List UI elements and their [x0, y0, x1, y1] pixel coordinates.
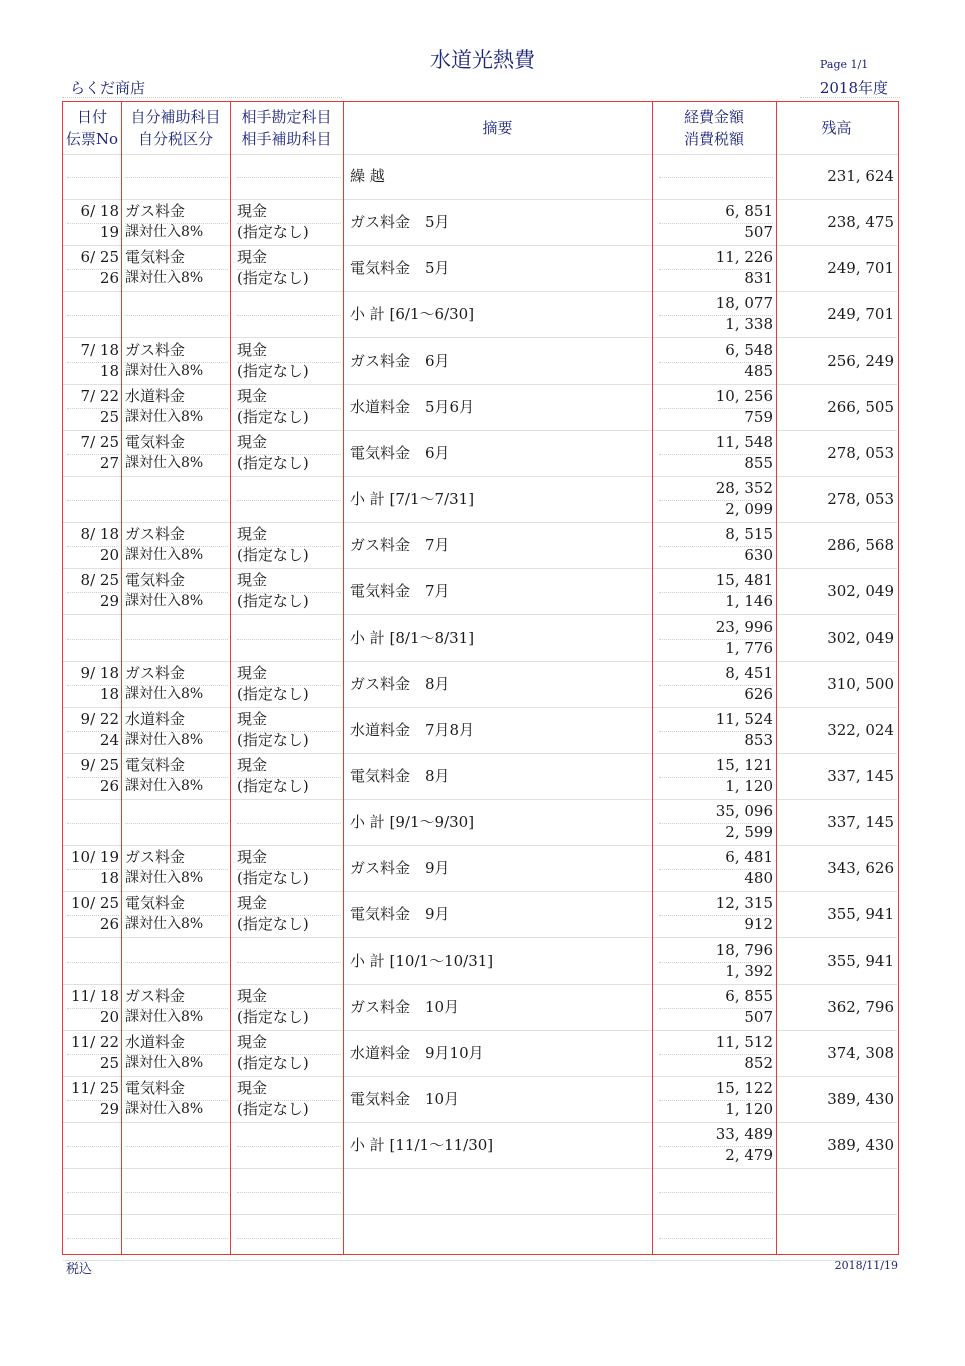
row-counter-sub: (指定なし): [237, 1007, 309, 1026]
row-counter-sub: (指定なし): [237, 1053, 309, 1072]
row-amount: 10, 256: [715, 386, 773, 405]
row-counter-sub: (指定なし): [237, 915, 309, 934]
row-summary: ガス料金 10月: [350, 997, 460, 1016]
row-tax: 1, 120: [725, 1100, 773, 1118]
row-slip-no: 27: [99, 453, 119, 472]
row-tax: 507: [744, 223, 773, 242]
row-date: 9/ 25: [80, 755, 119, 774]
row-midline: [125, 823, 228, 824]
row-balance: 343, 626: [827, 859, 894, 878]
header-sub-account-label: 自分補助科目: [130, 108, 221, 126]
row-date: 8/ 25: [80, 571, 119, 590]
row-balance: 337, 145: [827, 766, 894, 785]
table-row: [63, 985, 897, 1031]
row-amount: 8, 515: [725, 525, 773, 544]
header-amount: [652, 102, 776, 154]
row-balance: 355, 941: [827, 905, 894, 924]
row-counter-account: 現金: [237, 340, 268, 359]
row-date: 7/ 25: [80, 432, 119, 451]
row-midline: [237, 500, 341, 501]
row-balance: 256, 249: [827, 351, 894, 370]
row-slip-no: 18: [99, 684, 119, 703]
table-row: [63, 1169, 897, 1215]
row-counter-sub: (指定なし): [237, 776, 309, 795]
row-slip-no: 20: [99, 546, 119, 565]
row-summary: 水道料金 9月10月: [350, 1043, 484, 1062]
row-counter-account: 現金: [237, 709, 268, 728]
row-tax-class: 課対仕入8%: [125, 547, 204, 564]
row-tax-class: 課対仕入8%: [125, 916, 204, 933]
row-midline: [125, 1238, 228, 1239]
row-tax: 480: [744, 869, 773, 888]
header-balance-label: 残高: [821, 119, 852, 137]
table-row: [63, 523, 897, 569]
table-row: [63, 431, 897, 477]
row-summary: ガス料金 7月: [350, 536, 450, 555]
row-slip-no: 26: [99, 776, 119, 795]
row-slip-no: 25: [99, 407, 119, 426]
row-counter-account: 現金: [237, 894, 268, 913]
row-summary: 小 計 [6/1～6/30]: [350, 305, 475, 324]
row-tax-class: 課対仕入8%: [125, 593, 204, 610]
row-tax: 1, 146: [725, 592, 773, 611]
row-balance: 266, 505: [827, 397, 894, 416]
table-row: [63, 339, 897, 385]
row-counter-account: 現金: [237, 571, 268, 590]
row-summary: 小 計 [9/1～9/30]: [350, 813, 475, 832]
row-summary: 小 計 [11/1～11/30]: [350, 1136, 494, 1155]
row-counter-sub: (指定なし): [237, 361, 309, 380]
row-summary: 電気料金 10月: [350, 1090, 460, 1108]
column-divider: [652, 102, 653, 1254]
header-counter-account: [230, 102, 343, 154]
header-counter-account-label: 相手勘定科目: [241, 108, 332, 126]
shop-name: らくだ商店: [70, 79, 146, 97]
row-midline: [237, 315, 341, 316]
row-tax-class: 課対仕入8%: [125, 454, 204, 471]
row-balance: 322, 024: [827, 720, 894, 739]
row-counter-sub: (指定なし): [237, 684, 309, 703]
row-tax-class: 課対仕入8%: [125, 731, 204, 748]
page-title: 水道光熱費: [430, 48, 535, 72]
row-sub-account: 電気料金: [125, 1079, 186, 1097]
row-sub-account: 水道料金: [125, 709, 186, 728]
row-amount: 18, 077: [715, 294, 773, 313]
row-midline: [237, 1146, 341, 1147]
table-row: [63, 569, 897, 615]
row-summary: 水道料金 5月6月: [350, 397, 475, 416]
row-tax: 831: [744, 269, 773, 288]
row-tax: 852: [744, 1053, 773, 1072]
row-balance: 302, 049: [827, 582, 894, 601]
row-tax: 1, 392: [725, 961, 773, 980]
row-summary: 小 計 [10/1～10/31]: [350, 951, 494, 970]
ledger-table: [62, 101, 899, 1255]
row-counter-account: 現金: [237, 1079, 268, 1097]
table-row: [63, 616, 897, 662]
row-slip-no: 29: [99, 1100, 119, 1118]
row-slip-no: 20: [99, 1007, 119, 1026]
row-tax: 630: [744, 546, 773, 565]
row-counter-sub: (指定なし): [237, 1100, 309, 1118]
row-summary: 繰 越: [350, 167, 385, 185]
row-slip-no: 19: [99, 223, 119, 242]
row-midline: [125, 500, 228, 501]
row-date: 11/ 22: [71, 1032, 119, 1051]
row-slip-no: 18: [99, 869, 119, 888]
row-midline: [67, 962, 119, 963]
table-row: [63, 662, 897, 708]
row-tax-class: 課対仕入8%: [125, 1054, 204, 1071]
row-counter-sub: (指定なし): [237, 869, 309, 888]
row-balance: 389, 430: [827, 1090, 894, 1108]
row-amount: 15, 121: [715, 755, 773, 774]
row-summary: 電気料金 7月: [350, 582, 450, 601]
row-sub-account: ガス料金: [125, 340, 186, 359]
row-midline: [125, 1146, 228, 1147]
row-date: 11/ 18: [71, 986, 119, 1005]
row-balance: 278, 053: [827, 443, 894, 462]
row-counter-sub: (指定なし): [237, 730, 309, 749]
row-counter-account: 現金: [237, 432, 268, 451]
row-midline: [125, 962, 228, 963]
column-divider: [230, 102, 231, 1254]
row-summary: 電気料金 6月: [350, 443, 450, 462]
row-slip-no: 26: [99, 269, 119, 288]
row-amount: 12, 315: [715, 894, 773, 913]
row-date: 9/ 22: [80, 709, 119, 728]
row-counter-sub: (指定なし): [237, 269, 309, 288]
row-amount: 18, 796: [715, 940, 773, 959]
row-tax-class: 課対仕入8%: [125, 1101, 204, 1117]
row-tax: 855: [744, 453, 773, 472]
row-date: 10/ 25: [71, 894, 119, 913]
row-date: 6/ 18: [80, 202, 119, 221]
row-counter-account: 現金: [237, 848, 268, 867]
row-balance: 362, 796: [827, 997, 894, 1016]
row-summary: ガス料金 8月: [350, 674, 450, 693]
table-row: [63, 754, 897, 800]
shop-underline: [62, 97, 342, 98]
row-date: 7/ 22: [80, 386, 119, 405]
header-date-slip: [63, 102, 121, 154]
row-midline: [237, 1192, 341, 1193]
row-midline: [67, 1146, 119, 1147]
row-date: 7/ 18: [80, 340, 119, 359]
row-balance: 249, 701: [827, 259, 894, 278]
row-midline: [659, 1192, 773, 1193]
row-sub-account: 電気料金: [125, 755, 186, 774]
row-balance: 278, 053: [827, 490, 894, 509]
row-balance: 249, 701: [827, 305, 894, 324]
row-tax: 1, 338: [725, 315, 773, 334]
row-tax: 507: [744, 1007, 773, 1026]
header-tax: 消費税額: [683, 130, 744, 148]
row-tax-class: 課対仕入8%: [125, 408, 204, 425]
row-midline: [125, 315, 228, 316]
row-amount: 33, 489: [715, 1125, 773, 1144]
row-balance: 231, 624: [827, 167, 894, 185]
row-summary: 電気料金 5月: [350, 259, 450, 278]
table-row: [63, 1215, 897, 1261]
row-counter-account: 現金: [237, 755, 268, 774]
row-summary: ガス料金 5月: [350, 213, 450, 232]
row-counter-sub: (指定なし): [237, 592, 309, 611]
row-tax: 853: [744, 730, 773, 749]
row-counter-sub: (指定なし): [237, 546, 309, 565]
header-counter-sub: 相手補助科目: [241, 130, 332, 148]
table-row: [63, 477, 897, 523]
row-sub-account: 電気料金: [125, 894, 186, 913]
header-date: 日付: [76, 108, 107, 126]
row-summary: 水道料金 7月8月: [350, 720, 475, 739]
row-midline: [67, 315, 119, 316]
row-amount: 6, 851: [725, 202, 773, 221]
row-balance: 310, 500: [827, 674, 894, 693]
row-amount: 11, 548: [715, 432, 773, 451]
row-counter-account: 現金: [237, 1032, 268, 1051]
row-slip-no: 25: [99, 1053, 119, 1072]
row-summary: 小 計 [7/1～7/31]: [350, 490, 475, 509]
row-midline: [125, 639, 228, 640]
row-midline: [67, 639, 119, 640]
row-sub-account: ガス料金: [125, 525, 186, 544]
row-midline: [67, 1238, 119, 1239]
row-balance: 355, 941: [827, 951, 894, 970]
row-midline: [67, 500, 119, 501]
row-midline: [659, 1238, 773, 1239]
row-counter-account: 現金: [237, 248, 268, 267]
row-tax: 2, 599: [725, 823, 773, 842]
row-sub-account: 電気料金: [125, 432, 186, 451]
row-sub-account: 電気料金: [125, 248, 186, 267]
header-slip: 伝票No: [65, 130, 119, 148]
column-divider: [121, 102, 122, 1254]
row-date: 11/ 25: [71, 1079, 119, 1097]
row-counter-account: 現金: [237, 986, 268, 1005]
row-sub-account: 電気料金: [125, 571, 186, 590]
row-sub-account: ガス料金: [125, 202, 186, 221]
row-counter-sub: (指定なし): [237, 407, 309, 426]
row-amount: 11, 226: [715, 248, 773, 267]
row-divider: [63, 1260, 897, 1261]
header-amount-label: 経費金額: [683, 108, 744, 126]
row-sub-account: ガス料金: [125, 663, 186, 682]
row-amount: 23, 996: [715, 617, 773, 636]
row-balance: 389, 430: [827, 1136, 894, 1155]
header-summary: [343, 102, 652, 154]
row-sub-account: ガス料金: [125, 848, 186, 867]
row-balance: 238, 475: [827, 213, 894, 232]
row-slip-no: 18: [99, 361, 119, 380]
row-midline: [237, 177, 341, 178]
row-amount: 28, 352: [715, 479, 773, 498]
row-tax: 912: [744, 915, 773, 934]
row-amount: 6, 481: [725, 848, 773, 867]
row-amount: 6, 855: [725, 986, 773, 1005]
row-amount: 11, 524: [715, 709, 773, 728]
table-row: [63, 292, 897, 338]
row-midline: [237, 639, 341, 640]
table-row: [63, 800, 897, 846]
row-slip-no: 29: [99, 592, 119, 611]
row-sub-account: 水道料金: [125, 386, 186, 405]
row-amount: 15, 122: [715, 1079, 773, 1097]
header-sub-account: [121, 102, 230, 154]
row-amount: 35, 096: [715, 802, 773, 821]
row-tax: 759: [744, 407, 773, 426]
table-row: [63, 846, 897, 892]
row-tax: 626: [744, 684, 773, 703]
row-summary: 電気料金 8月: [350, 766, 450, 785]
row-tax: 1, 776: [725, 638, 773, 657]
row-tax-class: 課対仕入8%: [125, 685, 204, 702]
row-tax-class: 課対仕入8%: [125, 777, 204, 794]
row-amount: 8, 451: [725, 663, 773, 682]
row-tax: 2, 479: [725, 1146, 773, 1165]
row-midline: [67, 1192, 119, 1193]
page-number: Page 1/1: [820, 58, 869, 71]
row-midline: [125, 177, 228, 178]
row-counter-account: 現金: [237, 525, 268, 544]
row-date: 6/ 25: [80, 248, 119, 267]
row-date: 9/ 18: [80, 663, 119, 682]
row-tax: 1, 120: [725, 776, 773, 795]
row-midline: [237, 1238, 341, 1239]
table-row: [63, 200, 897, 246]
row-amount: 15, 481: [715, 571, 773, 590]
fiscal-year: 2018年度: [819, 79, 888, 97]
header-tax-class: 自分税区分: [137, 130, 213, 148]
row-summary: 電気料金 9月: [350, 905, 450, 924]
row-balance: 286, 568: [827, 536, 894, 555]
row-summary: 小 計 [8/1～8/31]: [350, 628, 475, 647]
row-tax: 485: [744, 361, 773, 380]
table-row: [63, 892, 897, 938]
row-counter-account: 現金: [237, 202, 268, 221]
row-tax-class: 課対仕入8%: [125, 270, 204, 287]
row-sub-account: ガス料金: [125, 986, 186, 1005]
row-counter-sub: (指定なし): [237, 223, 309, 242]
row-amount: 11, 512: [715, 1032, 773, 1051]
column-divider: [776, 102, 777, 1254]
table-row: [63, 939, 897, 985]
header-summary-label: 摘要: [482, 119, 513, 137]
table-row: [63, 385, 897, 431]
row-midline: [67, 177, 119, 178]
footer-tax-note: 税込: [66, 1262, 93, 1277]
row-counter-account: 現金: [237, 386, 268, 405]
table-row: [63, 1031, 897, 1077]
row-midline: [237, 823, 341, 824]
row-slip-no: 26: [99, 915, 119, 934]
row-tax-class: 課対仕入8%: [125, 1008, 204, 1025]
row-date: 10/ 19: [71, 848, 119, 867]
row-sub-account: 水道料金: [125, 1032, 186, 1051]
row-balance: 337, 145: [827, 813, 894, 832]
row-midline: [67, 823, 119, 824]
table-row: [63, 708, 897, 754]
row-amount: 6, 548: [725, 340, 773, 359]
row-tax-class: 課対仕入8%: [125, 362, 204, 379]
row-date: 8/ 18: [80, 525, 119, 544]
row-summary: ガス料金 6月: [350, 351, 450, 370]
row-midline: [237, 962, 341, 963]
row-tax-class: 課対仕入8%: [125, 224, 204, 241]
column-divider: [343, 102, 344, 1254]
row-tax: 2, 099: [725, 500, 773, 519]
row-tax-class: 課対仕入8%: [125, 870, 204, 887]
row-summary: ガス料金 9月: [350, 859, 450, 878]
header-balance: [776, 102, 897, 154]
row-midline: [659, 177, 773, 178]
row-counter-account: 現金: [237, 663, 268, 682]
year-underline: [800, 97, 900, 98]
row-slip-no: 24: [99, 730, 119, 749]
table-row: [63, 154, 897, 200]
row-balance: 302, 049: [827, 628, 894, 647]
table-row: [63, 246, 897, 292]
table-row: [63, 1123, 897, 1169]
row-balance: 374, 308: [827, 1043, 894, 1062]
footer-date: 2018/11/19: [834, 1259, 898, 1272]
row-counter-sub: (指定なし): [237, 453, 309, 472]
table-row: [63, 1077, 897, 1123]
row-midline: [125, 1192, 228, 1193]
